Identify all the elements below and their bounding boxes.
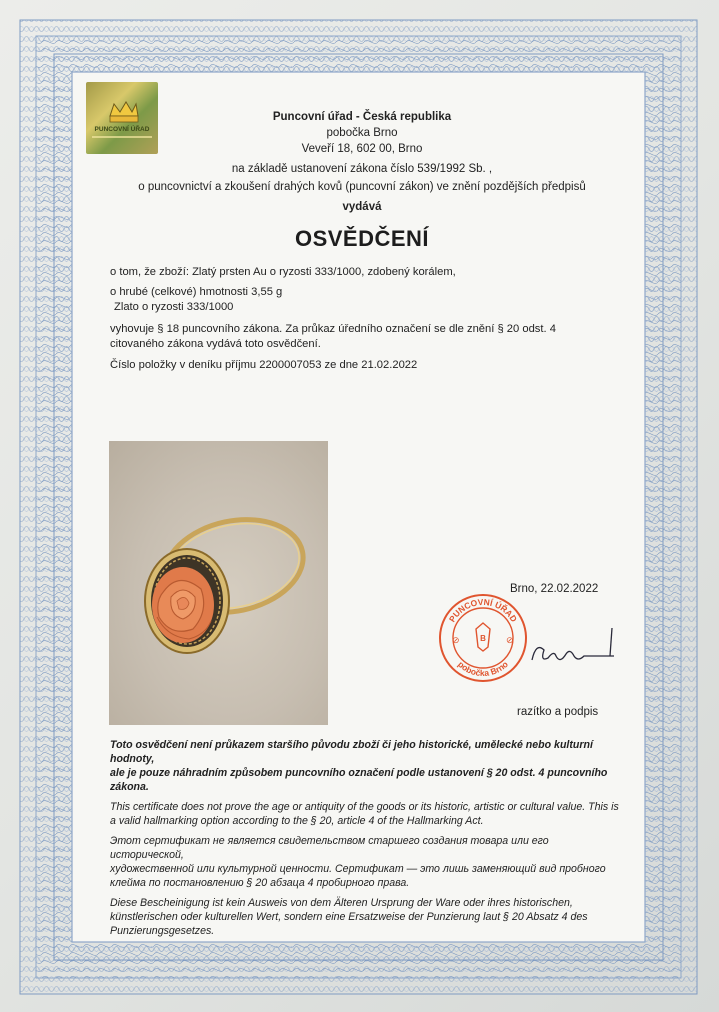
coral-ring-image [109, 441, 328, 725]
svg-text:pobočka Brno [456, 659, 510, 678]
handwritten-signature [526, 622, 626, 672]
ring-photo [109, 441, 328, 725]
stamp-mark: B [480, 634, 486, 643]
disclaimer-de-line-3: Punzierungsgesetzes. [110, 925, 215, 937]
disclaimer-de-line-2: künstlerischen oder kulturellen Wert, sondern eine Ersatzweise der Punzierung laut § 20 Absatz 4 des [110, 911, 588, 923]
compliance-line-2: citovaného zákona vydává toto osvědčení. [110, 338, 321, 350]
stamp-bottom-text: pobočka Brno [456, 659, 510, 679]
gold-line: Zlato o ryzosti 333/1000 [114, 301, 234, 313]
office-name: Puncovní úřad - Česká republika [272, 111, 452, 123]
weight-line: o hrubé (celkové) hmotnosti 3,55 g [110, 286, 283, 298]
place-date: Brno, 22.02.2022 [510, 583, 599, 595]
hologram-label: PUNCOVNÍ ÚŘAD [94, 126, 150, 133]
stamp-top-text: PUNCOVNÍ ÚŘAD [446, 596, 520, 624]
disclaimer-cz-line-2: ale je pouze náhradním způsobem puncovního označení podle ustanovení § 20 odst. 4 puncovního zákona. [110, 767, 608, 793]
certificate-title: OSVĚDČENÍ [294, 226, 430, 251]
disclaimer-ru-line-2: художественной или культурной ценности. Сертификат — это лишь заменяющий вид пробного [110, 863, 606, 875]
stamp-left-symbol-icon: ⊘ [452, 635, 460, 645]
disclaimer-cz-line-1: Toto osvědčení není průkazem staršího původu zboží či jeho historické, umělecké nebo kulturní hodnoty, [110, 739, 593, 765]
office-address: Veveří 18, 602 00, Brno [301, 143, 423, 155]
disclaimer-ru-line-3: клейма по постановлению § 20 абзаца 4 пробирного права. [110, 877, 410, 889]
disclaimer-en-line-2: a valid hallmarking option according to the § 20, article 4 of the Hallmarking Act. [110, 815, 484, 827]
disclaimer-block [110, 738, 622, 938]
svg-text:PUNCOVNÍ ÚŘAD [447, 597, 519, 624]
disclaimer-ru-line-1: Этот сертификат не является свидетельством старшего создания товара или его исторической, [110, 835, 549, 861]
record-line: Číslo položky v deníku příjmu 2200007053 ze dne 21.02.2022 [110, 359, 418, 371]
compliance-line-1: vyhovuje § 18 puncovního zákona. Za průkaz úředního označení se dle znění § 20 odst. 4 [110, 323, 556, 335]
item-line: o tom, že zboží: Zlatý prsten Au o ryzosti 333/1000, zdobený korálem, [110, 266, 456, 278]
law-line-2: o puncovnictví a zkoušení drahých kovů (puncovní zákon) ve znění pozdějších předpisů [138, 181, 586, 193]
stamp-right-symbol-icon: ⊘ [506, 635, 514, 645]
disclaimer-en-line-1: This certificate does not prove the age or antiquity of the goods or its historic, artistic or cultural value. This is [110, 801, 619, 813]
disclaimer-de-line-1: Diese Bescheinigung ist kein Ausweis von dem Älteren Ursprung der Ware oder ihres historischen, [110, 897, 573, 909]
law-line-1: na základě ustanovení zákona číslo 539/1992 Sb. , [231, 163, 493, 175]
stamp-signature-caption: razítko a podpis [517, 706, 599, 718]
office-branch: pobočka Brno [326, 127, 398, 139]
official-stamp [436, 591, 530, 685]
issues-label: vydává [342, 201, 382, 213]
